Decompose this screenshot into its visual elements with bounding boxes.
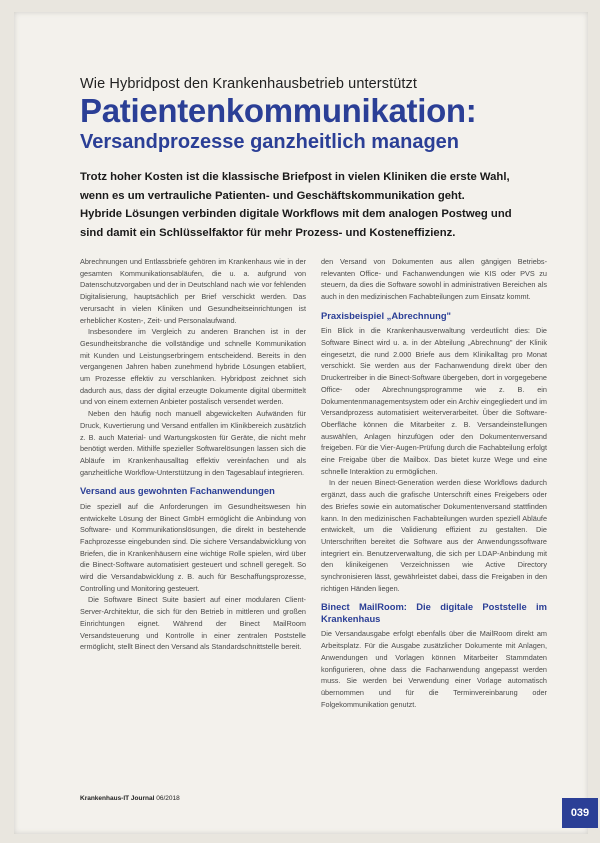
left-column [80,256,306,653]
body-paragraph: In der neuen Binect-Generation werden diese Workflows dadurch ergänzt, dass auch die grafische Unterschrift eines Freigebers oder des Briefes sowie ein automatischer Dokumentenversand stattfinden kann. In den medizinischen Fachabteilungen wurden speziell Abläufe entwickelt, um die Validierung effizient zu gestalten. Die Unterschriften bereitet die Software aus der Anwendungssoftware integriert ein. Benutzerverwaltung, die sich per LDAP-Anbindung mit den klinikeigenen Verzeichnissen wie Active Directory synchronisieren lässt, gewährleistet dabei, dass die Freigaben in den richtigen Händen liegen. [321,478,547,593]
lead-line: wenn es um vertrauliche Patienten- und Geschäftskommunikation geht. [80,189,465,202]
lead-line: Trotz hoher Kosten ist die klassische Briefpost in vielen Kliniken die erste Wahl, [80,171,510,183]
section-heading: Praxisbeispiel „Abrechnung" [321,309,452,321]
article-subtitle: Versandprozesse ganzheitlich managen [80,131,460,153]
body-paragraph: Neben den häufig noch manuell abgewickelten Aufwänden für Druck, Kuvertierung und Versand entfallen im Klinikbereich zusätzlich z. B. auch Material- und Wartungskosten für Geräte, die nicht mehr benötigt werden. Mithilfe spezieller Softwarelösungen lassen sich die Abläufe im Krankenhausalltag effektiv vereinfachen und als ganzheitliche Workflow-Unterstützung in den Tagesablauf integrieren. [80,409,306,477]
article-kicker: Wie Hybridpost den Krankenhausbetrieb unterstützt [80,76,417,92]
body-paragraph: Abrechnungen und Entlassbriefe gehören im Krankenhaus wie in der gesamten Kommunikationsabläufen, die u. a. aufgrund von Datenschutzvorgaben und der in Deutschland nach wie vor fehlenden Digitalisierung, hauptsächlich per Brief verschickt werden. Das verursacht in vielen Kliniken und Gesundheitseinrichtungen ist erheblicher Kosten-, Zeit- und Personalaufwand. [80,257,306,325]
body-paragraph: Die speziell auf die Anforderungen im Gesundheitswesen hin entwickelte Lösung der Binect GmbH ermöglicht die Anbindung von Software- und Kommunikationslösungen, die direkt in bestehende Fachprozesse eingebunden sind. Die sichere Versandabwicklung von Briefen, die in Krankenhäusern eine wichtige Rolle spielen, wird über die Binect-Software automatisiert gesteuert und schnell geregelt. So wird die Versandabwicklung z. B. auch für Beschaffungsprozesse, Controlling und Monitoring gesteuert. [80,501,306,593]
page-footer [80,795,180,802]
publication-name: Krankenhaus-IT Journal [80,795,155,802]
right-column [321,256,547,710]
lead-line: sind damit ein Schlüsselfaktor für mehr Prozess- und Kosteneffizienz. [80,226,456,239]
section-heading: Binect MailRoom: Die digitale Poststelle im Krankenhaus [321,601,547,624]
section-heading: Versand aus gewohnten Fachanwendungen [80,485,275,497]
lead-line: Hybride Lösungen verbinden digitale Workflows mit dem analogen Postweg und [80,208,512,220]
article-title: Patientenkommunikation: [80,92,477,129]
article-lead [80,168,550,242]
body-paragraph: Die Software Binect Suite basiert auf einer modularen Client-Server-Architektur, die sich für den Betrieb in mittleren und großen Einrichtungen eignet. Während der Binect MailRoom Versandsteuerung und Kontrolle in einer zentralen Poststelle ermöglicht, stellt Binect den Versand als Standardschnittstelle bereit. [80,595,306,652]
issue-number: 06/2018 [156,795,180,802]
body-paragraph: Die Versandausgabe erfolgt ebenfalls über die MailRoom direkt am Arbeitsplatz. Für die Ausgabe zusätzlicher Dokumente mit Anlagen, Anwendungen und Vorlagen können Mitarbeiter Stammdaten konfigurieren, ohne dass die Fachanwendung angepasst werden muss. Sie werden bei Verwendung einer Vorlage automatisch übernommen und für die Terminvereinbarung oder Folgekommunikation genutzt. [321,629,547,709]
body-paragraph: den Versand von Dokumenten aus allen gängigen Betriebs-relevanten Office- und Fachanwendungen wie KIS oder PVS zu steuern, da dies die Software sowohl in administrativen Bereichen als auch in den medizinischen Fachabteilungen zum Einsatz kommt. [321,257,547,302]
page-number-badge: 039 [562,798,598,828]
body-paragraph: Insbesondere im Vergleich zu anderen Branchen ist in der Gesundheitsbranche die vollständige und schnelle Kommunikation mit Kunden und Leistungserbringern entscheidend. Bereits in den vergangenen Jahren haben zunehmend hybride Lösungen etabliert, um Prozesse effektiv zu verschlanken. Hybridpost zeichnet sich dadurch aus, dass der digital erzeugte Dokumente digital übermittelt und von einem externen Anbieter postalisch versendet werden. [80,327,306,407]
body-paragraph: Ein Blick in die Krankenhausverwaltung verdeutlicht dies: Die Software Binect wird u. a. in der Abteilung „Abrechnung" der Klinik eingesetzt, die rund 2.000 Briefe aus dem Klinikalltag pro Monat verschickt. Sie werden aus der Fachanwendung direkt über den Druckertreiber in die Binect-Software übergeben, dort in vorgegebene Office- oder Abrechnungsprogramme wie z. B. ein Dokumentenmanagementsystem oder ein Archiv eingegliedert und im Versandprozess automatisiert weiterverarbeitet. Über die Software-Oberfläche können die Mitarbeiter z. B. Versandeinstellungen auswählen, Anlagen hinzufügen oder den Dokumentenversand freigeben. Für die Vier-Augen-Prüfung durch die Fachabteilung erfolgt eine Freigabe über die Mailbox. Das bietet kurze Wege und eine schnelle Interaktion zu ermöglichen. [321,326,547,476]
